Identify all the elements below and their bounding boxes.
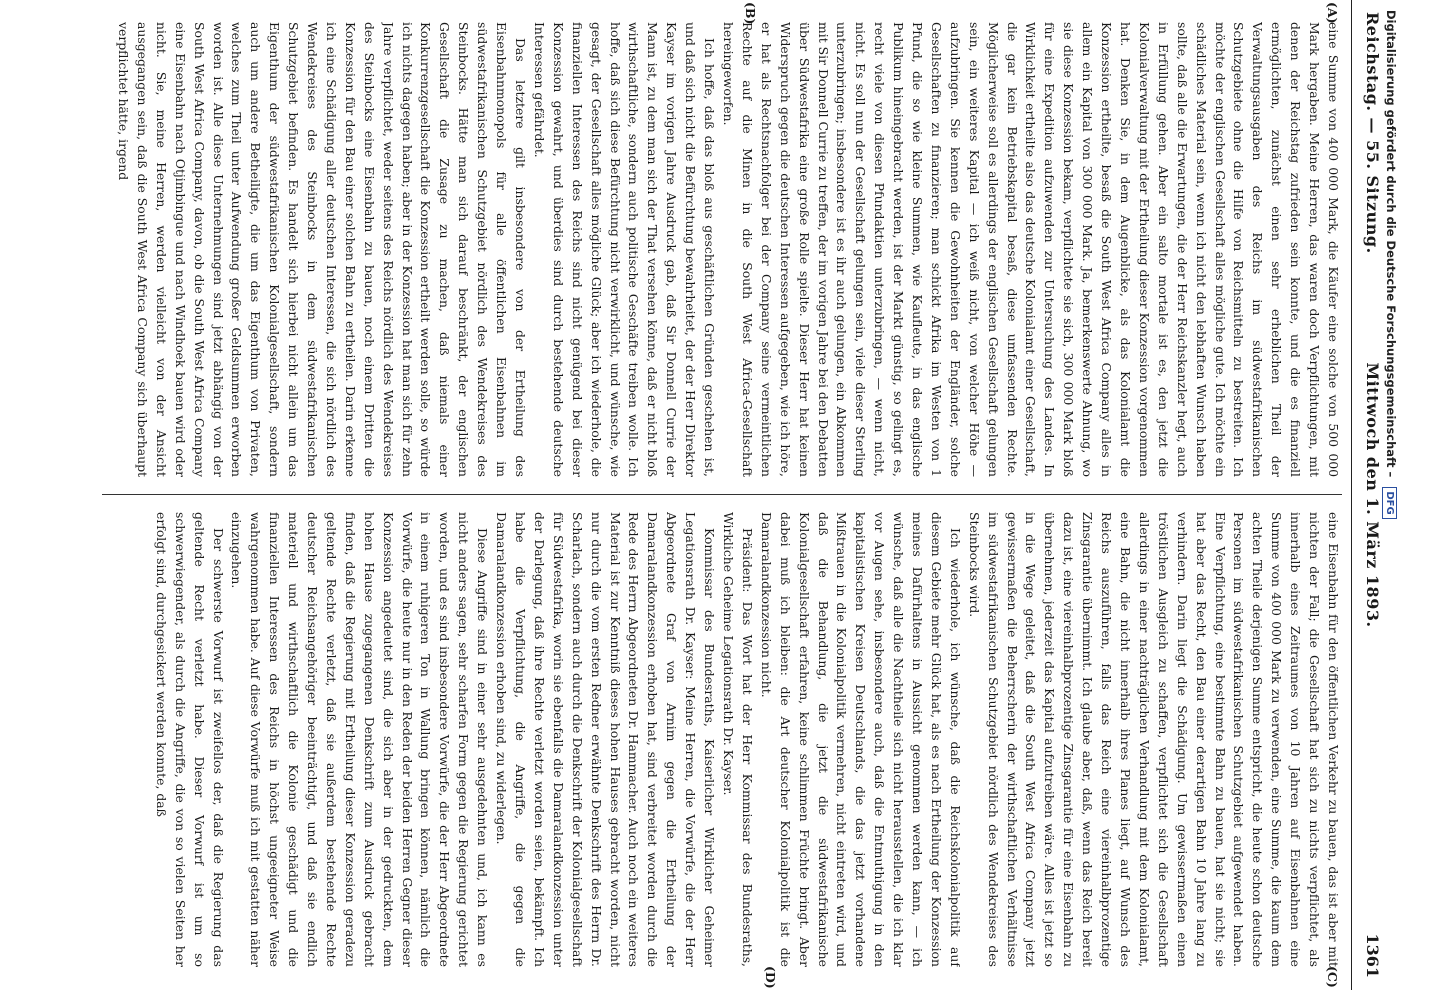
column-divider <box>102 494 1342 495</box>
speaker-paragraph: Präsident: Das Wort hat der Herr Kommissar des Bundesraths, Wirkliche Geheime Legationsrath Dr. Kayser. <box>721 512 755 967</box>
header-date: Mittwoch den 1. März 1893. <box>1363 362 1382 628</box>
header-session: Reichstag. — 55. Sitzung. <box>1363 12 1382 254</box>
margin-marker-a: (A) <box>1325 2 1340 24</box>
paragraph: Der schwerste Vorwurf ist zweifellos der, daß die Regierung das geltende Recht verletzt habe. Dieser Vorwurf ist um so schwerwiegender, als durch die Angriffe, die von so vielen Seiten her erfolgt sind, durchgesickert werden konnte, daß <box>153 512 226 967</box>
margin-marker-d: (D) <box>763 966 778 989</box>
paragraph: Ich hoffe, daß das bloß aus geschäftlichen Gründen geschehen ist, und daß sich nicht die Befürchtung bewahrheitet, der der Herr Direktor Kayser im vorigen Jahre Ausdruck gab, daß Sir Donnell Currie der Mann ist, zu dem man sich der That versehen könne, daß er nicht bloß wirthschaftliche, sondern auch politische Geschäfte treiben wolle. Ich hoffe, daß sich diese Befürchtung nicht verwirklicht, und wünsche, wie gesagt, der Gesellschaft alles mögliche Glück; aber ich wiederhole, die finanziellen Interessen des Reichs sind nicht genügend bei dieser Konzession gewahrt, und überdies sind durch bestehende deutsche Interessen gefährdet. <box>531 22 718 477</box>
paragraph: eine Summe von 400 000 Mark, die Käufer eine solche von 500 000 Mark hergaben. Meine Herren, das waren doch Verpflichtungen, mit denen der Reichstag zufrieden sein konnte, und die es finanziell ermöglichten, zunächst einen sehr erheblichen Theil der Verwaltungsausgaben des Reichs im südwestafrikanischen Schutzgebiete ohne die Hilfe von Reichsmitteln zu bestreiten. Ich möchte der englischen Gesellschaft alles mögliche gute. Ich möchte ein schädliches Material sein, wenn ich nicht den lebhaften Wunsch haben sollte, daß alle die Erwartungen, die der Herr Reichskanzler hegt, auch in Erfüllung gehen. Aber ein salto mortale ist es, den jetzt die Kolonialverwaltung mit der Ertheilung dieser Konzession vorgenommen hat. Denken Sie, in dem Augenblicke, als das Kolonialamt die Konzession ertheilte, besaß die South West Africa Company alles in allem ein Kapital von 300 000 Mark. Ja, bemerkenswerte Ahnung, wo sie diese Konzession bekam, verpflichtete sie sich, 300 000 Mark bloß für eine Expedition aufzuwenden zur Untersuchung des Landes. In Wirklichkeit ertheilte also das deutsche Kolonialamt einer Gesellschaft, die gar kein Betriebskapital besaß, diese umfassenden Rechte. Möglicherweise soll es allerdings der englischen Gesellschaft gelungen sein, ein weiteres Kapital — ich weiß nicht, von welcher Höhe — aufzubringen. Sie kennen die Gewohnheiten der Engländer, solche Gesellschaften zu finanzieren; man schickt Afrika im Westen von 1 Pfund, die so wie kleine Summen, wie Kaufleute, in das englische Publikum hineingebracht werden, ist der Markt günstig, so gelingt es, recht viele von diesen Pfundaktien unterzubringen, — wenn nicht, nicht. Es soll nun der Gesellschaft gelungen sein, viele dieser Sterling unterzubringen; insbesondere ist es ihr auch gelungen, ein Abkommen mit Sir Donnell Currie zu treffen, der im vorigen Jahre bei den Debatten über Südwestafrika eine große Rolle spielte. Dieser Herr hat keinen Widerspruch gegen die deutschen Interessen aufgegeben, wie ich höre, er hat als Rechtsnachfolger bei der Company seine vermeintlichen Rechte auf die Minen in die South West Africa-Gesellschaft hereingeworfen. <box>721 22 1341 477</box>
dfg-logo: DFG <box>1382 487 1397 518</box>
paragraph: Ich wiederhole, ich wünsche, daß die Reichskolonialpolitik auf diesem Gebiete mehr Glück hat, als es nach Ertheilung der Konzession meines Dafürhaltens in Aussicht genommen werden kann, — ich wünsche, daß alle die Nachtheile sich nicht herausstellen, die ich klar vor Augen sehe, insbesondere auch, daß die Entmuthigung in den kapitalistischen Kreisen Deutschlands, die das jetzt vorhandene Mißtrauen in die Kolonialpolitik vermehren, nicht eintreten wird, und daß die Behandlung, die jetzt die südwestafrikanische Kolonialgesellschaft erfahren, keine schlimmen Früchte bringt. Aber dabei muß ich bleiben: die Art deutscher Kolonialpolitik ist die Damaralandkonzession nicht. <box>758 512 963 967</box>
margin-marker-c: (C) <box>1325 966 1340 988</box>
paragraph: eine Eisenbahn für den öffentlichen Verkehr zu bauen, das ist aber mit nichten der Fall; die Gesellschaft hat sich zu nichts verpflichtet, als innerhalb eines Zeitraumes von 10 Jahren auf Eisenbahnen eine Summe von 400 000 Mark zu verwenden, eine Summe, die kaum dem achten Theile derjenigen Summe entspricht, die heute schon deutsche Personen im südwestafrikanischen Schutzgebiet aufgewendet haben. Eine Verpflichtung, eine bestimmte Bahn zu bauen, hat sie nicht; sie hat aber das Recht, den Bau einer derartigen Bahn 10 Jahre lang zu verhindern. Darin liegt die Schädigung. Um gewissermaßen einen tröstlichen Ausgleich zu schaffen, verpflichtet sich die Gesellschaft allerdings in einer nachträglichen Verhandlung mit dem Kolonialamt, eine Bahn, die nicht innerhalb ihres Planes liegt, auf Wunsch des Reichs auszuführen, falls das Reich eine viereinhalbprozentige Zinsgarantie übernimmt. Ich glaube aber, daß, wenn das Reich bereit dazu ist, eine viereinhalbprozentige Zinsgarantie für eine Eisenbahn zu übernehmen, jederzeit das Kapital aufzutreiben wäre. Alles ist jetzt so in die Wege geleitet, daß die South West Africa Company jetzt gewissermaßen die Beherrscherin der wirthschaftlichen Verhältnisse im südwestafrikanischen Schutzgebiet nördlich des Wendekreises des Steinbocks wird. <box>966 512 1341 967</box>
paragraph: Diese Angriffe sind in einer sehr ausgedehnten und, ich kann es nicht anders sagen, sehr scharfen Form gegen die Regierung gerichtet worden, und es sind insbesondere Vorwürfe, die der Herr Abgeordnete in einem ruhigeren Ton in Wallung bringen können, nämlich die Vorwürfe, die heute nur in den Reden der beiden Herren Gegner dieser Konzession angedeutet sind, die sich aber in der gedruckten, dem hohen Hause zugegangenen Denkschrift zum Ausdruck gebracht finden, daß die Regierung mit Ertheilung dieser Konzession geradezu geltende Rechte verletzt, daß sie außerdem bestehende Rechte deutscher Reichsangehöriger beeinträchtigt, und daß sie endlich materiell und wirthschaftlich die Kolonie geschädigt und die finanziellen Interessen des Reichs in höchst ungeeigneter Weise wahrgenommen habe. Auf diese Vorwürfe muß ich mit gestatten näher einzugehen. <box>229 512 491 967</box>
margin-marker-b: (B) <box>743 2 758 25</box>
paragraph: Das letztere gilt insbesondere von der Ertheilung des Eisenbahnmonopols für alle öffentlichen Eisenbahnen im südwestafrikanischen Schutzgebiet nördlich des Wendekreises des Steinbocks. Hätte man sich darauf beschränkt, der englischen Gesellschaft die Zusage zu machen, daß niemals einer Konkurrenzgesellschaft die Konzession ertheilt werden solle, so würde ich nichts dagegen haben; aber in der Konzession hat man sich für zehn Jahre verpflichtet, weder seitens des Reichs nördlich des Wendekreises des Steinbocks eine Eisenbahn zu bauen, noch einem Dritten die Konzession für den Bau einer solchen Bahn zu ertheilen. Darin erkenne ich eine Schädigung aller deutschen Interessen, die sich nördlich des Wendekreises des Steinbocks in dem südwestafrikanischen Schutzgebiet befinden. Es handelt sich hierbei nicht allein um das Eigenthum der südwestafrikanischen Kolonialgesellschaft, sondern auch um andere Betheiligte, die um das Eigenthum von Privaten, welches zum Theil unter Aufwendung großer Geldsummen erworben worden ist. Alle diese Unternehmungen sind jetzt abhängig von der South West Africa Company, davon, ob die South West Africa Company eine Eisenbahn nach Otjimbingue und nach Windhoek bauen wird oder nicht. Sie, meine Herren, werden vielleicht von der Ansicht ausgegangen sein, daß die South West Africa Company sich überhaupt verpflichtet hätte, irgend <box>116 22 529 477</box>
page-number: 1361 <box>1363 933 1382 978</box>
left-column <box>102 22 1342 477</box>
footer-text: Digitalisierung gefördert durch die Deutsche Forschungsgemeinschaft – <box>1384 10 1398 478</box>
speaker-paragraph: Kommissar des Bundesraths, Kaiserlicher Wirklicher Geheimer Legationsrath Dr. Kayser: Meine Herren, die Vorwürfe, die der Herr Abgeordnete Graf von Arnim gegen die Ertheilung der Damaralandkonzession erhoben hat, sind verbreitet worden durch die Rede des Herrn Abgeordneten Dr. Hammacher. Auch noch ein weiteres Material ist zur Kenntniß dieses hohen Hauses gebracht worden, nicht nur durch die vom ersten Redner erwähnte Denkschrift des Herrn Dr. Scharlach, sondern auch durch die Denkschrift der Kolonialgesellschaft für Südwestafrika, worin sie ebenfalls die Damaralandkonzession unter der Darlegung, daß ihre Rechte verletzt worden seien, bekämpft. Ich habe die Verpflichtung, die Angriffe, die gegen die Damaralandkonzession erhoben sind, zu widerlegen. <box>494 512 718 967</box>
digitization-footer <box>1372 10 1398 1000</box>
rotated-page-content <box>90 0 1390 990</box>
right-column <box>102 512 1342 967</box>
